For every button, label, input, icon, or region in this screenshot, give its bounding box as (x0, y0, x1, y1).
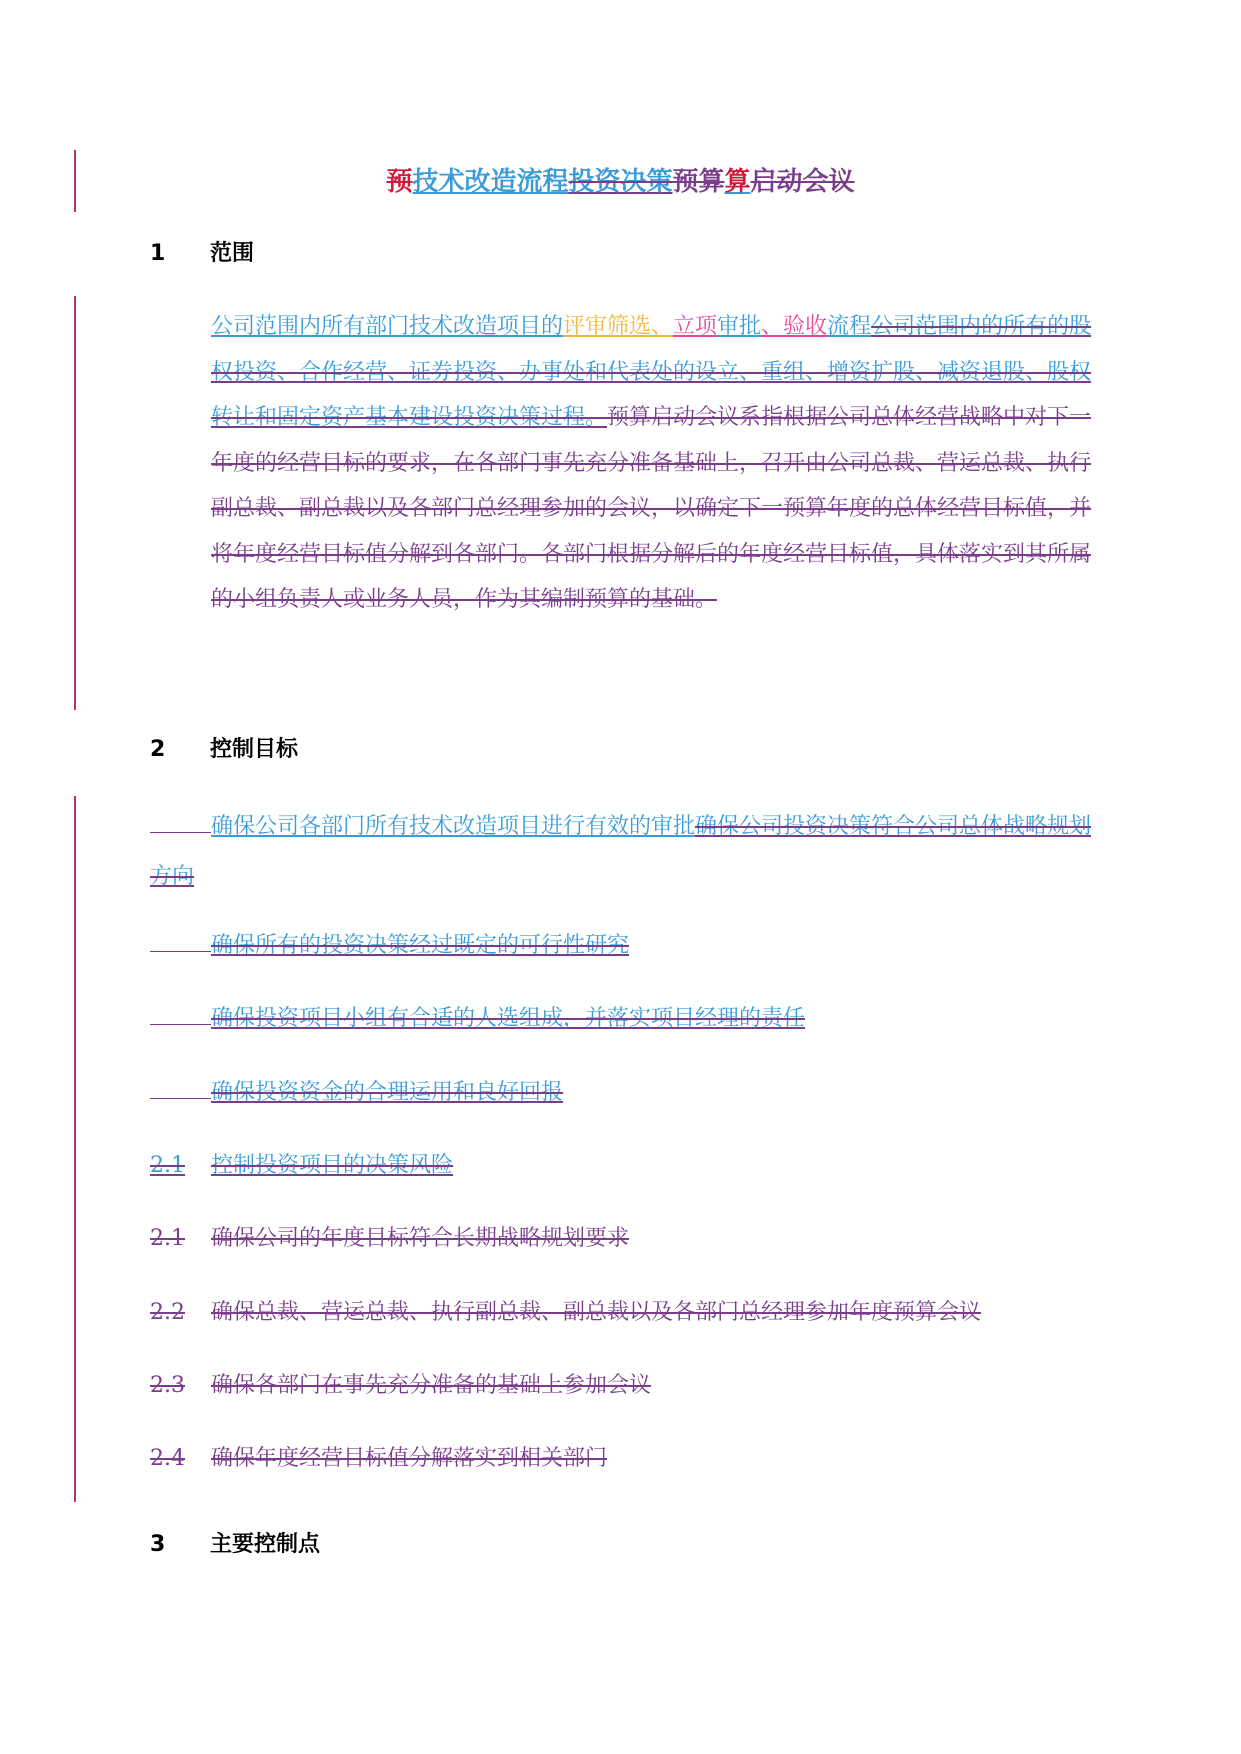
section-title: 范围 (210, 241, 255, 266)
section-number: 2 (150, 737, 166, 762)
change-bar (74, 796, 76, 1502)
deleted-text: 预算启动会议系指根据公司总体经营战略中对下一年度的经营目标的要求，在各部门事先充分准备基础上，召开由公司总裁、营运总裁、执行副总裁、副总裁以及各部门总经理参加的会议，以确定下一预算年度的总体经营目标值，并将年度经营目标值分解到各部门。各部门根据分解后的年度经营目标值，具体落实到其所属的小组负责人或业务人员，作为其编制预算的基础。 (211, 405, 1092, 612)
subsection-text: 确保公司的年度目标符合长期战略规划要求 (211, 1226, 630, 1251)
tab-indent (150, 810, 211, 833)
section-title: 控制目标 (210, 737, 299, 762)
inserted-text: 公司范围内所有部门技术改造项目的 (211, 314, 564, 339)
tab-indent (150, 929, 211, 952)
inserted-text: 确保公司各部门所有技术改造项目进行有效的审批 (211, 814, 696, 839)
change-bar (74, 296, 76, 710)
subsection-number: 2.2 (150, 1300, 185, 1325)
subsection-number: 2.4 (150, 1446, 185, 1471)
deleted-text: 确保投资资金的合理运用和良好回报 (211, 1080, 564, 1105)
section-heading (150, 237, 254, 271)
inserted-text: 评审筛选、 (563, 314, 674, 339)
goal-item (150, 1002, 805, 1036)
inserted-text: 立项 (673, 314, 718, 339)
subsection-item (150, 1149, 453, 1183)
section-heading (150, 1528, 320, 1562)
deleted-text: 确保公司投资决策符合公司总体战略规划方向 (150, 814, 1092, 889)
subsection-number: 2.1 (150, 1153, 185, 1178)
section-title: 主要控制点 (210, 1532, 321, 1557)
tab-indent (150, 1002, 211, 1025)
deleted-text: 确保所有的投资决策经过既定的可行性研究 (211, 933, 630, 958)
subsection-text: 确保总裁、营运总裁、执行副总裁、副总裁以及各部门总经理参加年度预算会议 (211, 1300, 982, 1325)
document-title (0, 162, 1241, 202)
subsection-text: 确保各部门在事先充分准备的基础上参加会议 (211, 1373, 652, 1398)
title-inserted-text: 技术改造流程 (412, 167, 569, 197)
goal-item (150, 802, 1111, 902)
deleted-subsection-item (150, 1442, 607, 1476)
deleted-subsection-item (150, 1222, 629, 1256)
goal-item (150, 1076, 563, 1110)
inserted-text: 流程 (827, 314, 872, 339)
subsection-number: 2.3 (150, 1373, 185, 1398)
title-deleted-text: 预算 (672, 167, 725, 197)
goal-item (150, 929, 629, 963)
section-number: 3 (150, 1532, 166, 1557)
subsection-number: 2.1 (150, 1226, 185, 1251)
scope-paragraph (211, 304, 1111, 623)
subsection-text: 控制投资项目的决策风险 (211, 1153, 454, 1178)
title-deleted-text: 启动会议 (750, 167, 855, 197)
inserted-text: 审批 (717, 314, 762, 339)
section-number: 1 (150, 241, 166, 266)
title-inserted-char: 算 (724, 167, 751, 197)
title-deleted-char: 预 (386, 167, 413, 197)
section-heading (150, 733, 298, 767)
deleted-subsection-item (150, 1369, 651, 1403)
subsection-text: 确保年度经营目标值分解落实到相关部门 (211, 1446, 608, 1471)
deleted-text: 确保投资项目小组有合适的人选组成，并落实项目经理的责任 (211, 1006, 806, 1031)
deleted-text: 公司范围内的所有的股权投资、合作经营、证券投资、办事处和代表处的设立、重组、增资扩股、减资退股、股权转让和固定资产基本建设投资决策过程。 (211, 314, 1092, 430)
deleted-subsection-item (150, 1296, 981, 1330)
title-deleted-text: 投资决策 (568, 167, 673, 197)
inserted-text: 、验收 (761, 314, 828, 339)
tab-indent (150, 1076, 211, 1099)
